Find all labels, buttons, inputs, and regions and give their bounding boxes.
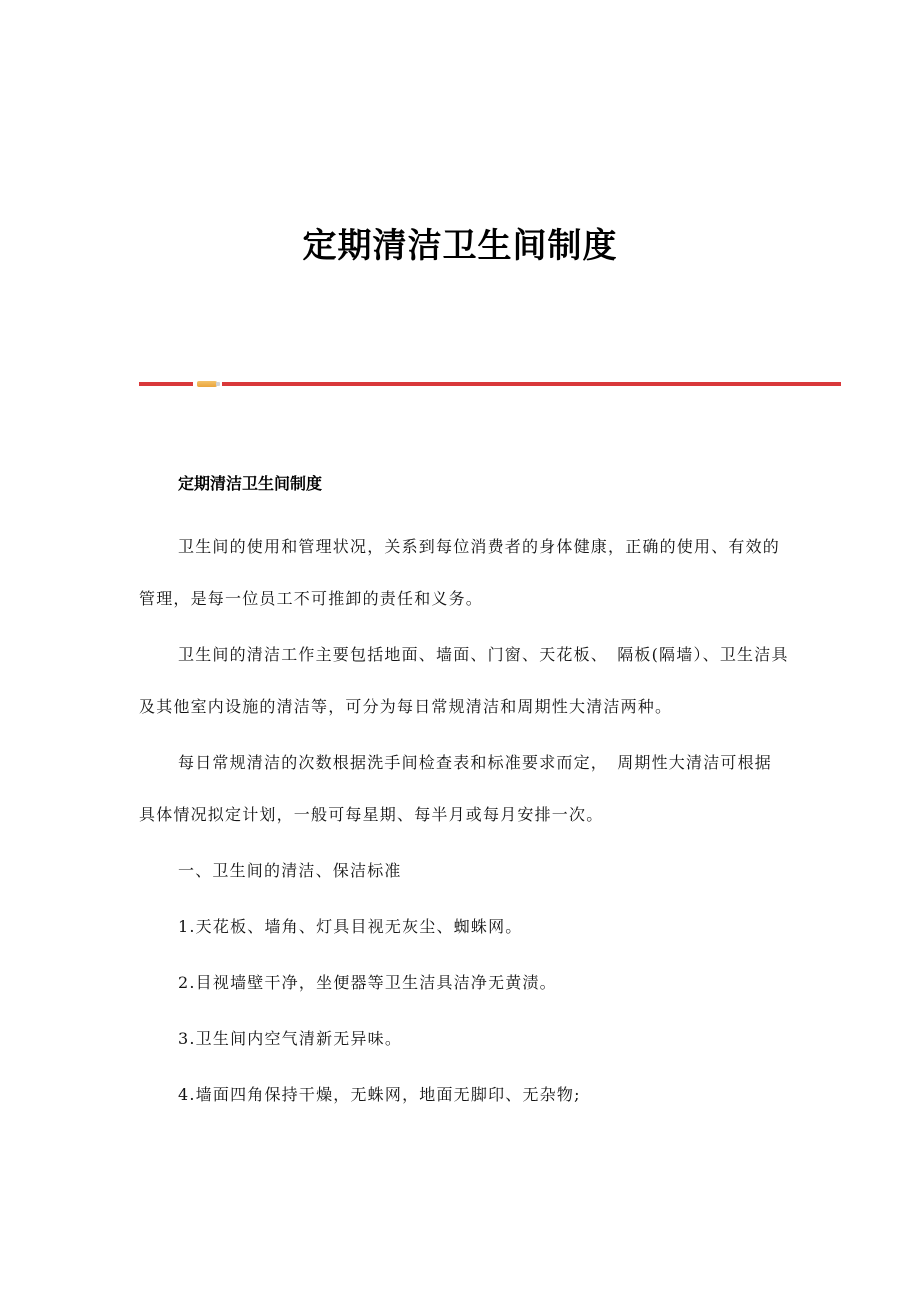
section-heading: 定期清洁卫生间制度 <box>178 474 323 493</box>
divider-bar-right <box>222 382 841 386</box>
standard-item-4: 4.墙面四角保持干燥，无蛛网，地面无脚印、无杂物; <box>178 1085 581 1104</box>
document-body <box>139 467 789 1125</box>
standards-heading: 一、卫生间的清洁、保洁标准 <box>178 861 402 880</box>
divider-bar-left <box>139 382 193 386</box>
paragraph-scope: 卫生间的清洁工作主要包括地面、墙面、门窗、天花板、 隔板(隔墙）、卫生洁具及其他室内设施的清洁等，可分为每日常规清洁和周期性大清洁两种。 <box>139 645 789 716</box>
document-title: 定期清洁卫生间制度 <box>302 226 618 266</box>
paragraph-intro: 卫生间的使用和管理状况，关系到每位消费者的身体健康，正确的使用、有效的管理，是每一位员工不可推卸的责任和义务。 <box>139 537 781 608</box>
standard-item-2: 2.目视墙壁干净，坐便器等卫生洁具洁净无黄渍。 <box>178 973 557 992</box>
standard-item-3: 3.卫生间内空气清新无异味。 <box>178 1029 403 1048</box>
pencil-icon <box>197 381 217 387</box>
paragraph-frequency: 每日常规清洁的次数根据洗手间检查表和标准要求而定， 周期性大清洁可根据具体情况拟定计划，一般可每星期、每半月或每月安排一次。 <box>139 753 773 824</box>
standard-item-1: 1.天花板、墙角、灯具目视无灰尘、蜘蛛网。 <box>178 917 523 936</box>
title-divider <box>139 380 841 388</box>
